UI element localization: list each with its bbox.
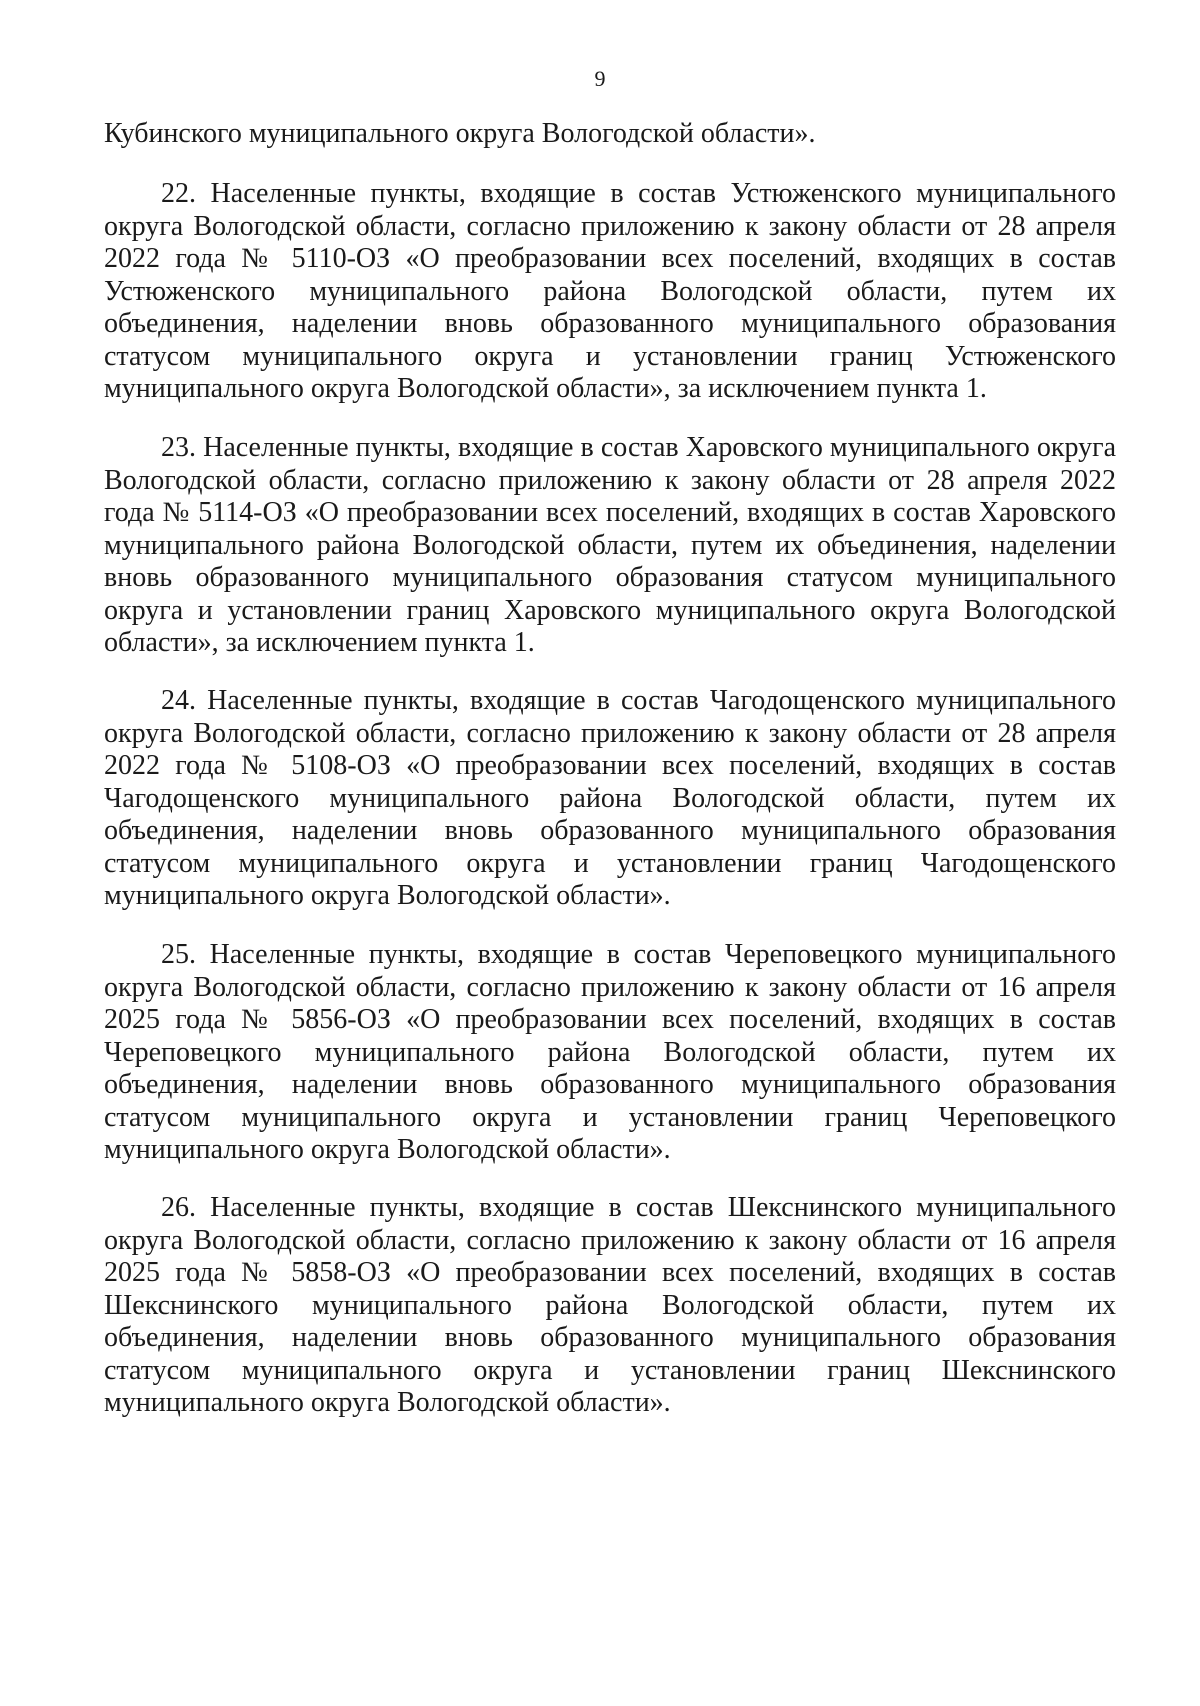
paragraph-26: 26. Населенные пункты, входящие в состав Шекснинского муниципального округа Вологодской области, согласно приложению к закону области от 16 апреля 2025 года № 5858-ОЗ «О преобразовании всех поселений, входящих в состав Шекснинского муниципального района Вологодской области, путем их объединения, наделении вновь образованного муниципального образования статусом муниципального округа и установлении границ Шекснинского муниципального округа Вологодской области». — [104, 1192, 1116, 1418]
paragraph-24: 24. Населенные пункты, входящие в состав Чагодощенского муниципального округа Вологодской области, согласно приложению к закону области от 28 апреля 2022 года № 5108-ОЗ «О преобразовании всех поселений, входящих в состав Чагодощенского муниципального района Вологодской области, путем их объединения, наделении вновь образованного муниципального образования статусом муниципального округа и установлении границ Чагодощенского муниципального округа Вологодской области». — [104, 685, 1116, 911]
paragraph-22: 22. Населенные пункты, входящие в состав Устюженского муниципального округа Вологодской области, согласно приложению к закону области от 28 апреля 2022 года № 5110-ОЗ «О преобразовании всех поселений, входящих в состав Устюженского муниципального района Вологодской области, путем их объединения, наделении вновь образованного муниципального образования статусом муниципального округа и установлении границ Устюженского муниципального округа Вологодской области», за исключением пункта 1. — [104, 178, 1116, 404]
paragraph-23: 23. Населенные пункты, входящие в состав Харовского муниципального округа Вологодской области, согласно приложению к закону области от 28 апреля 2022 года № 5114-ОЗ «О преобразовании всех поселений, входящих в состав Харовского муниципального района Вологодской области, путем их объединения, наделении вновь образованного муниципального образования статусом муниципального округа и установлении границ Харовского муниципального округа Вологодской области», за исключением пункта 1. — [104, 432, 1116, 658]
continuation-text: Кубинского муниципального округа Вологодской области». — [104, 118, 816, 149]
page-number: 9 — [594, 66, 606, 91]
paragraph-25: 25. Населенные пункты, входящие в состав Череповецкого муниципального округа Вологодской области, согласно приложению к закону области от 16 апреля 2025 года № 5856-ОЗ «О преобразовании всех поселений, входящих в состав Череповецкого муниципального района Вологодской области, путем их объединения, наделении вновь образованного муниципального образования статусом муниципального округа и установлении границ Череповецкого муниципального округа Вологодской области». — [104, 939, 1116, 1165]
